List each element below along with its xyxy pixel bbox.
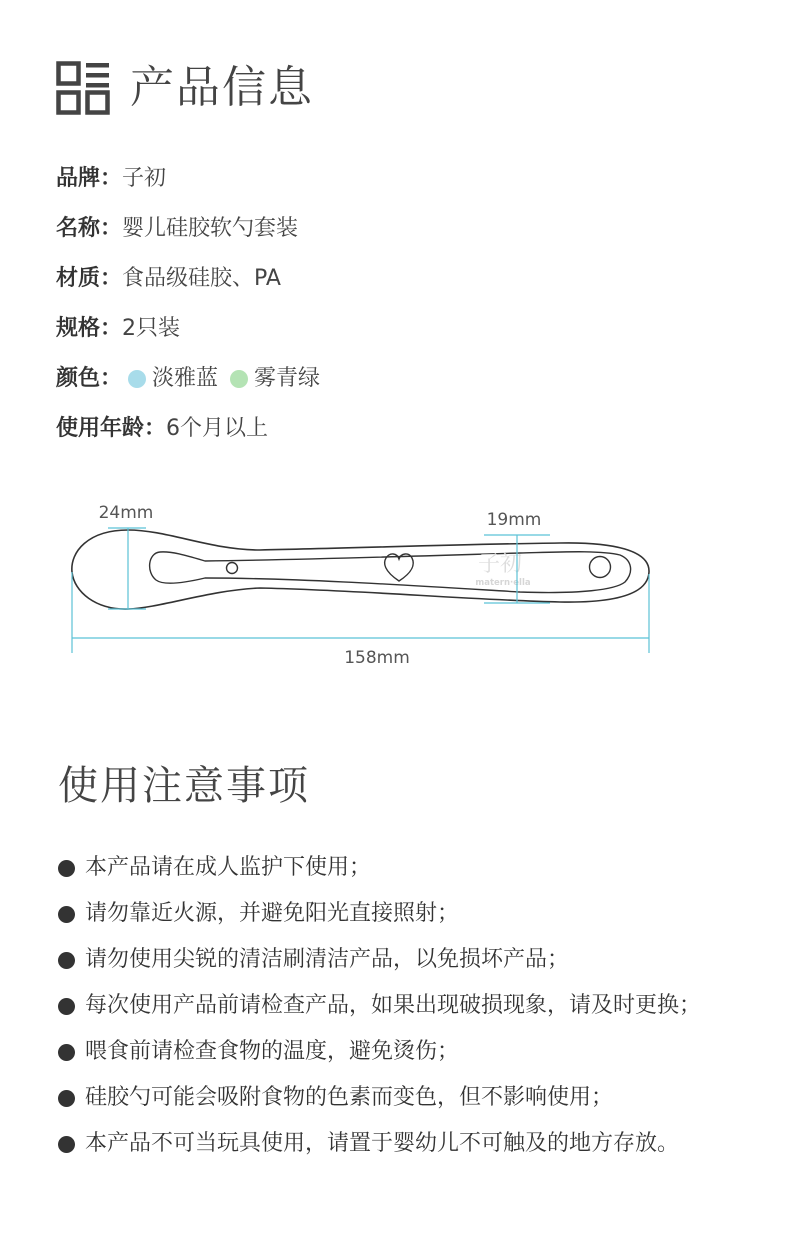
brand-logo-text: 子初: [477, 552, 523, 577]
color-swatch-green: [230, 370, 248, 388]
section-header: [56, 60, 314, 116]
info-row-age: [56, 414, 268, 444]
notice-text: 本产品请在成人监护下使用；: [85, 855, 372, 880]
bullet-icon: [58, 1044, 75, 1061]
bullet-icon: [58, 906, 75, 923]
notice-text: 喂食前请检查食物的温度，避免烫伤；: [85, 1039, 460, 1064]
small-hole: [227, 563, 238, 574]
bowl-width-label: 24mm: [98, 503, 154, 523]
info-row-spec: [56, 314, 180, 344]
info-value: 子初: [122, 166, 167, 191]
page-title: 产品信息: [130, 62, 314, 113]
large-hole: [590, 557, 611, 578]
info-row-brand: [56, 164, 166, 194]
spoon-handle-inner: [150, 552, 631, 593]
notice-item: [58, 899, 459, 929]
info-row-color: [56, 364, 320, 394]
info-label: 名称：: [56, 216, 123, 241]
info-value: 食品级硅胶、PA: [122, 266, 281, 291]
notice-item: [58, 1083, 613, 1113]
total-length-dimension: [72, 572, 649, 653]
spoon-outline: [72, 530, 649, 609]
info-row-material: [56, 264, 281, 294]
notice-item: [58, 1129, 679, 1159]
bowl-width-dimension: [108, 528, 146, 609]
notice-text: 硅胶勺可能会吸附食物的色素而变色，但不影响使用；: [85, 1085, 614, 1110]
color-name: 淡雅蓝: [152, 366, 219, 391]
layout-grid-icon: [56, 61, 110, 115]
info-value: 6个月以上: [166, 416, 269, 441]
info-label: 规格：: [56, 316, 123, 341]
info-row-name: [56, 214, 298, 244]
color-swatch-blue: [128, 370, 146, 388]
notice-text: 本产品不可当玩具使用，请置于婴幼儿不可触及的地方存放。: [85, 1131, 680, 1156]
notice-text: 请勿使用尖锐的清洁刷清洁产品，以免损坏产品；: [85, 947, 570, 972]
notice-item: [58, 945, 569, 975]
bullet-icon: [58, 1136, 75, 1153]
notice-text: 请勿靠近火源，并避免阳光直接照射；: [85, 901, 460, 926]
bullet-icon: [58, 952, 75, 969]
spoon-dimension-diagram: [0, 490, 790, 680]
info-label: 材质：: [56, 266, 123, 291]
heart-icon: [385, 554, 414, 581]
bullet-icon: [58, 998, 75, 1015]
bullet-icon: [58, 1090, 75, 1107]
handle-width-label: 19mm: [486, 510, 542, 530]
total-length-label: 158mm: [344, 648, 410, 668]
bullet-icon: [58, 860, 75, 877]
brand-logo-subtext: matern·ella: [475, 578, 531, 588]
notice-item: [58, 853, 371, 883]
info-label: 颜色：: [56, 366, 123, 391]
notice-item: [58, 1037, 459, 1067]
info-label: 使用年龄：: [56, 416, 167, 441]
color-name: 雾青绿: [254, 366, 321, 391]
notice-text: 每次使用产品前请检查产品，如果出现破损现象，请及时更换；: [85, 993, 702, 1018]
info-label: 品牌：: [56, 166, 123, 191]
info-value: 2只装: [122, 316, 181, 341]
info-value: 婴儿硅胶软勺套装: [122, 216, 299, 241]
notice-item: [58, 991, 701, 1021]
notices-title: 使用注意事项: [58, 763, 310, 809]
